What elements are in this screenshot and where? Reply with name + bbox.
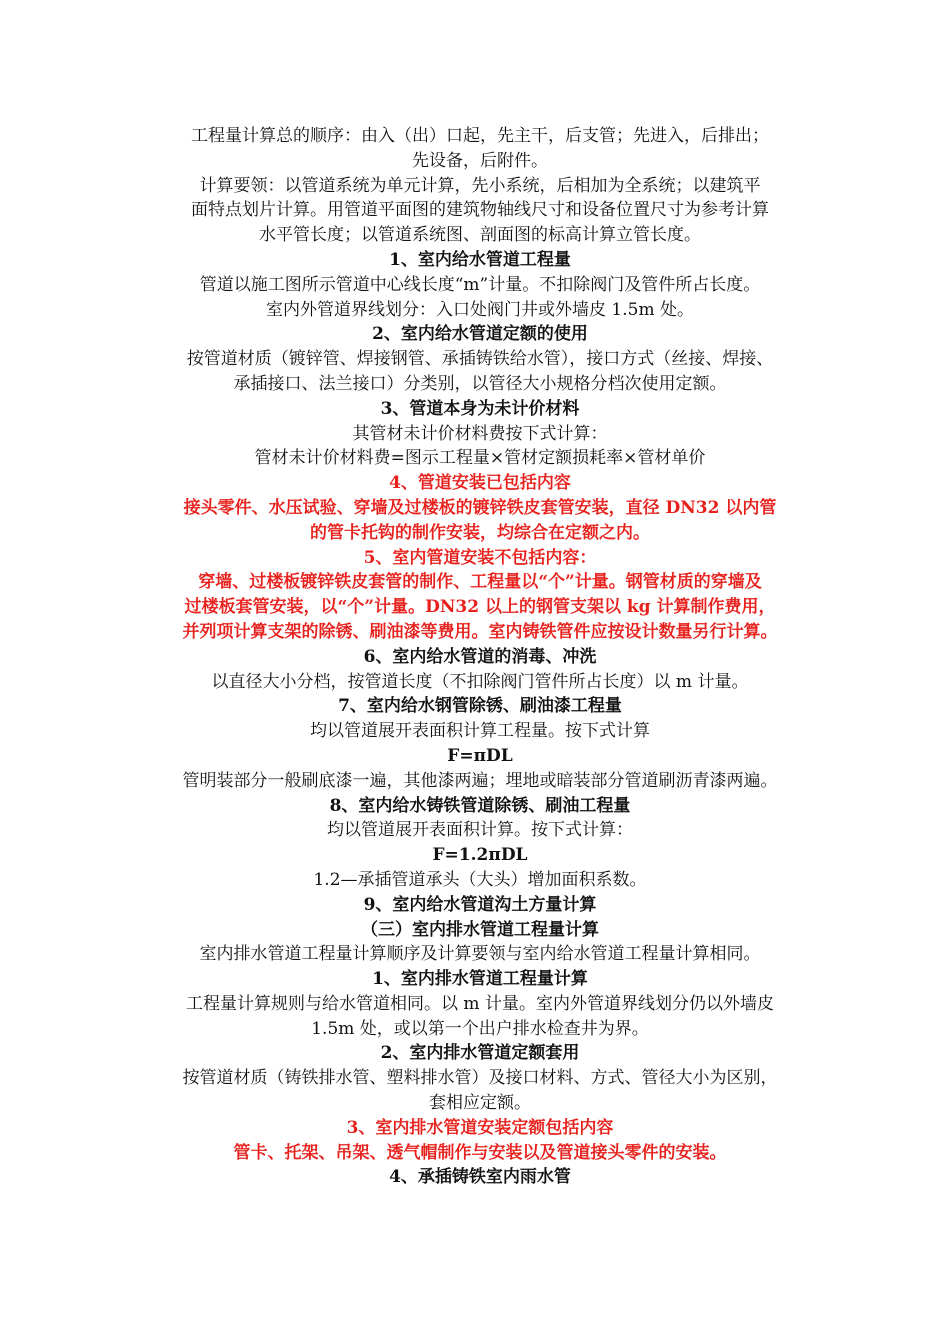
text-line: 管道以施工图所示管道中心线长度“m”计量。不扣除阀门及管件所占长度。 (199, 274, 761, 295)
highlight-line: 接头零件、水压试验、穿墙及过楼板的镀锌铁皮套管安装，直径 DN32 以内管 (183, 497, 777, 518)
document-body (140, 124, 820, 1190)
highlight-line: 5、室内管道安装不包括内容： (363, 547, 597, 568)
section-heading: 4、承插铸铁室内雨水管 (389, 1167, 571, 1188)
highlight-line: 4、管道安装已包括内容 (389, 473, 571, 494)
text-line: 1.5m 处，或以第一个出户排水检查井为界。 (311, 1018, 649, 1039)
section-heading: 7、室内给水钢管除锈、刷油漆工程量 (338, 696, 622, 717)
highlight-line: 并列项计算支架的除锈、刷油漆等费用。室内铸铁管件应按设计数量另行计算。 (182, 621, 778, 642)
text-line: 先设备，后附件。 (412, 150, 548, 171)
section-heading: 2、室内给水管道定额的使用 (372, 324, 588, 345)
highlight-line: 管卡、托架、吊架、透气帽制作与安装以及管道接头零件的安装。 (233, 1142, 727, 1163)
text-line: 均以管道展开表面积计算。按下式计算： (327, 820, 633, 841)
text-line: 面特点划片计算。用管道平面图的建筑物轴线尺寸和设备位置尺寸为参考计算 (191, 200, 769, 221)
text-line: 管明装部分一般刷底漆一遍，其他漆两遍；埋地或暗装部分管道刷沥青漆两遍。 (182, 770, 778, 791)
text-line: 承插接口、法兰接口）分类别，以管径大小规格分档次使用定额。 (233, 373, 727, 394)
section-heading: 3、管道本身为未计价材料 (380, 398, 580, 419)
section-heading: 1、室内排水管道工程量计算 (372, 969, 588, 990)
section-heading: 8、室内给水铸铁管道除锈、刷油工程量 (329, 795, 631, 816)
highlight-line: 过楼板套管安装，以“个”计量。DN32 以上的钢管支架以 kg 计算制作费用， (184, 597, 776, 618)
section-heading: （三）室内排水管道工程量计算 (361, 919, 599, 940)
text-line: 其管材未计价材料费按下式计算： (352, 423, 608, 444)
text-line: 管材未计价材料费=图示工程量×管材定额损耗率×管材单价 (254, 448, 706, 469)
section-heading: 9、室内给水管道沟土方量计算 (363, 894, 597, 915)
text-line: 室内排水管道工程量计算顺序及计算要领与室内给水管道工程量计算相同。 (199, 944, 761, 965)
section-heading: 6、室内给水管道的消毒、冲洗 (363, 646, 597, 667)
section-heading: F=1.2πDL (432, 845, 528, 866)
text-line: 室内外管道界线划分：入口处阀门井或外墙皮 1.5m 处。 (266, 299, 694, 320)
section-heading: 2、室内排水管道定额套用 (380, 1043, 580, 1064)
text-line: 均以管道展开表面积计算工程量。按下式计算 (310, 721, 650, 742)
text-line: 工程量计算规则与给水管道相同。以 m 计量。室内外管道界线划分仍以外墙皮 (186, 993, 774, 1014)
text-line: 按管道材质（铸铁排水管、塑料排水管）及接口材料、方式、管径大小为区别， (182, 1068, 778, 1089)
section-heading: F=πDL (447, 745, 513, 766)
highlight-line: 的管卡托钩的制作安装，均综合在定额之内。 (310, 522, 650, 543)
highlight-line: 穿墙、过楼板镀锌铁皮套管的制作、工程量以“个”计量。钢管材质的穿墙及 (198, 572, 762, 593)
section-heading: 1、室内给水管道工程量 (389, 249, 571, 270)
highlight-line: 3、室内排水管道安装定额包括内容 (346, 1117, 614, 1138)
text-line: 以直径大小分档，按管道长度（不扣除阀门管件所占长度）以 m 计量。 (211, 671, 749, 692)
text-line: 水平管长度；以管道系统图、剖面图的标高计算立管长度。 (259, 225, 701, 246)
text-line: 套相应定额。 (429, 1093, 531, 1114)
text-line: 1.2—承插管道承头（大头）增加面积系数。 (313, 869, 647, 890)
text-line: 按管道材质（镀锌管、焊接钢管、承插铸铁给水管），接口方式（丝接、焊接、 (186, 349, 774, 370)
text-line: 工程量计算总的顺序：由入（出）口起，先主干，后支管；先进入，后排出； (191, 126, 769, 146)
text-line: 计算要领：以管道系统为单元计算，先小系统，后相加为全系统；以建筑平 (199, 175, 761, 196)
